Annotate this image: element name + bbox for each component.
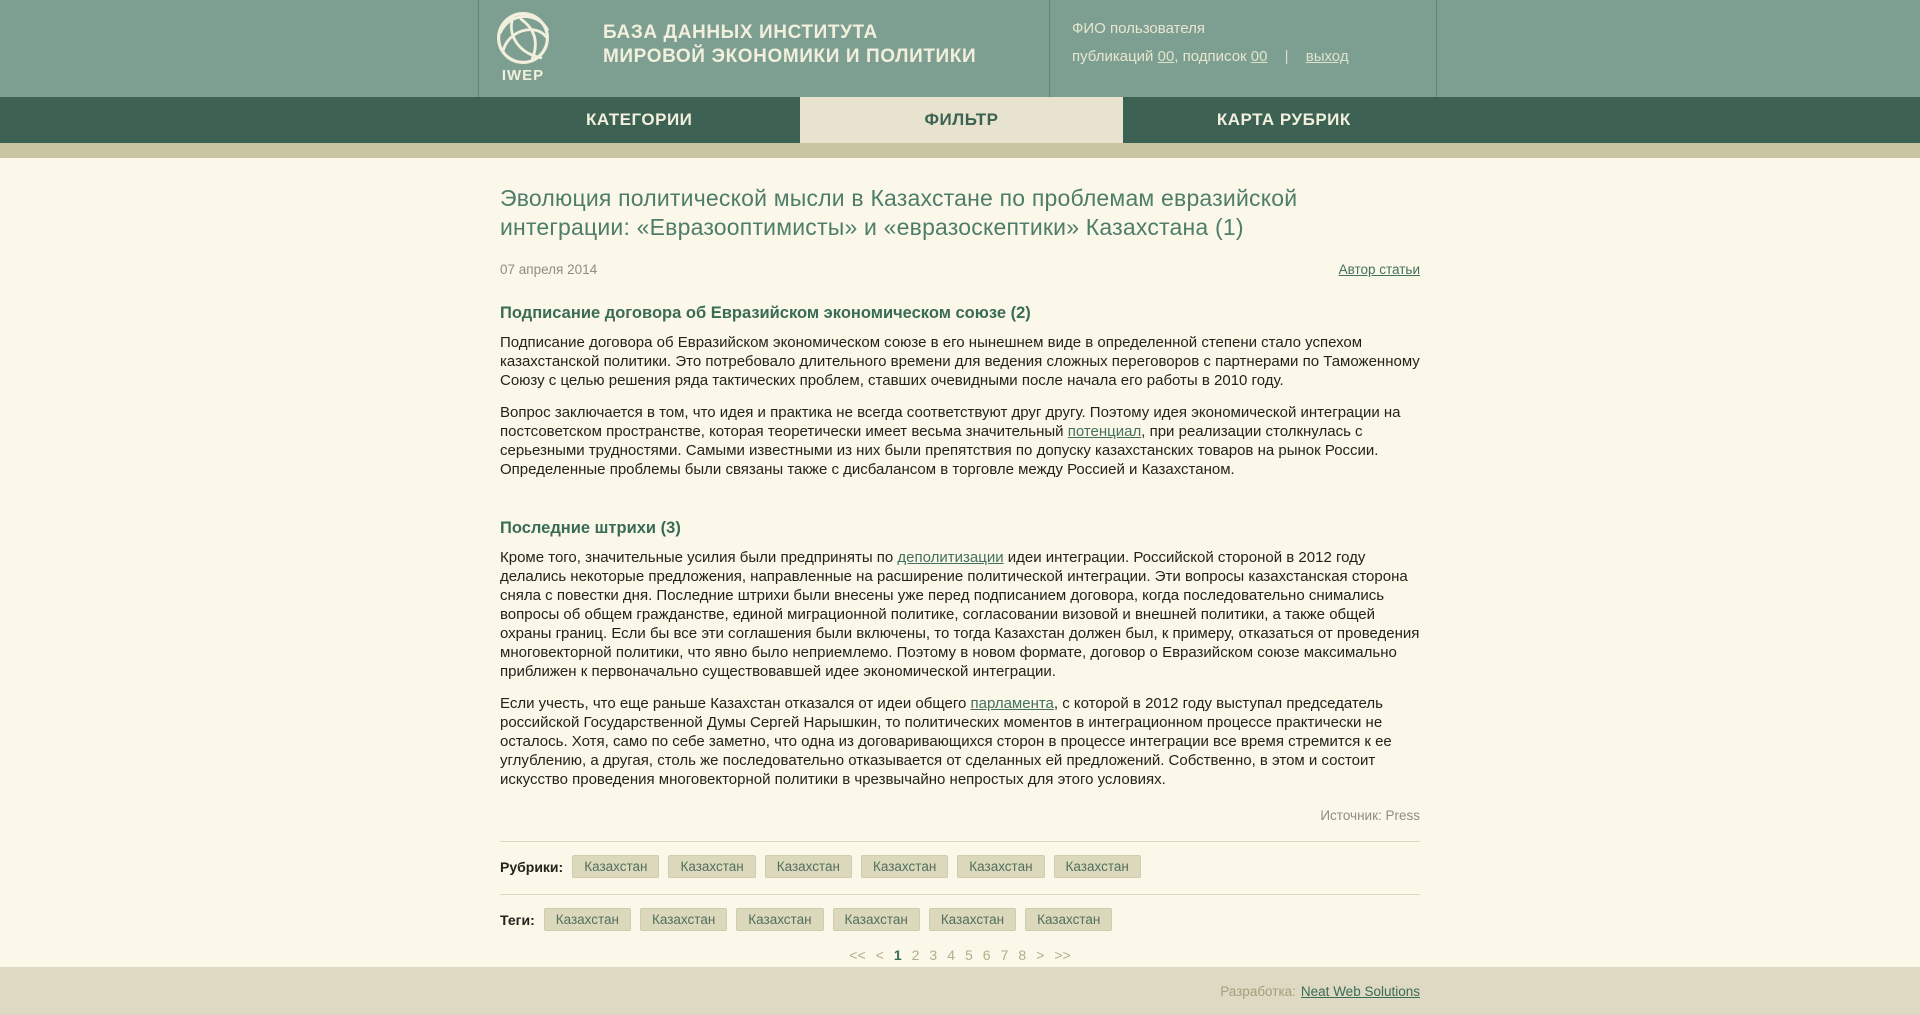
divider: [500, 894, 1420, 895]
header: [0, 0, 1920, 97]
pagination-page-5[interactable]: 5: [965, 947, 973, 963]
tag[interactable]: Казахстан: [544, 908, 631, 931]
paragraph-4-text-before: Если учесть, что еще раньше Казахстан отказался от идеи общего: [500, 695, 971, 712]
paragraph-4: [500, 694, 1420, 789]
site-title-line2: МИРОВОЙ ЭКОНОМИКИ И ПОЛИТИКИ: [603, 46, 977, 67]
developer-label: Разработка:: [1220, 983, 1296, 999]
paragraph-2-text-before: Вопрос заключается в том, что идея и практика не всегда соответствуют друг другу. Поэтому идея экономической интеграции на постсоветском пространстве, которая теоретически имеет весьма значительный: [500, 404, 1401, 440]
rubric-tag[interactable]: Казахстан: [1054, 855, 1141, 878]
paragraph-3: [500, 548, 1420, 681]
divider-strip: [0, 143, 1920, 158]
publications-label: публикаций: [1072, 48, 1154, 65]
article-title: Эволюция политической мысли в Казахстане по проблемам евразийской интеграции: «Евразооптимисты» и «евразоскептики» Казахстана (1): [500, 185, 1298, 240]
logout-link[interactable]: выход: [1305, 48, 1349, 65]
nav-inner: [478, 97, 1445, 143]
rubric-tag[interactable]: Казахстан: [861, 855, 948, 878]
rubric-tag[interactable]: Казахстан: [765, 855, 852, 878]
article: [478, 158, 1445, 967]
rubrics-row: [500, 855, 1420, 878]
separator: |: [1284, 48, 1289, 65]
developer-link[interactable]: Neat Web Solutions: [1300, 983, 1420, 999]
paragraph-3-text-before: Кроме того, значительные усилия были предприняты по: [500, 549, 898, 566]
site-title-line1: БАЗА ДАННЫХ ИНСТИТУТА: [603, 22, 878, 43]
logo-text: IWEP: [501, 67, 545, 84]
inline-link-parliament[interactable]: парламента: [970, 695, 1054, 712]
tag[interactable]: Казахстан: [833, 908, 920, 931]
tags-label: Теги:: [500, 911, 535, 928]
iwep-globe-icon: [493, 8, 553, 68]
pagination-page-2[interactable]: 2: [911, 947, 920, 963]
pagination-page-3[interactable]: 3: [929, 947, 938, 963]
logo[interactable]: [479, 0, 567, 97]
header-inner: [478, 0, 1437, 97]
site-title: [603, 0, 1049, 97]
pagination-page-1[interactable]: 1: [893, 947, 902, 963]
paragraph-1-text: Подписание договора об Евразийском экономическом союзе в его нынешнем виде в определенной степени стало успехом казахстанской политики. Это потребовало длительного времени для ведения сложных переговоров с партнерами по Таможенному Союзу с целью решения ряда тактических проблем, ставших очевидными после начала его работы в 2010 году.: [500, 334, 1420, 389]
pagination-page-6[interactable]: 6: [982, 947, 991, 963]
subscriptions-label: , подписок: [1174, 48, 1247, 65]
author-link[interactable]: Автор статьи: [1338, 262, 1420, 277]
paragraph-1: [500, 333, 1420, 390]
rubric-tag[interactable]: Казахстан: [668, 855, 755, 878]
inline-link-potential[interactable]: потенциал: [1067, 423, 1142, 440]
pagination-prev[interactable]: <: [875, 947, 884, 963]
inline-link-depoliticization[interactable]: деполитизации: [897, 549, 1004, 566]
pagination-first[interactable]: <<: [849, 947, 866, 963]
main-content: [0, 158, 1920, 967]
paragraph-2: [500, 403, 1420, 479]
pagination-page-4[interactable]: 4: [947, 947, 955, 963]
rubric-tag[interactable]: Казахстан: [572, 855, 659, 878]
rubrics-label: Рубрики:: [500, 858, 564, 875]
pagination-next[interactable]: >: [1036, 947, 1045, 963]
user-name: ФИО пользователя: [1072, 20, 1206, 37]
tab-filter[interactable]: ФИЛЬТР: [800, 97, 1122, 143]
paragraph-3-text-after: идеи интеграции. Российской стороной в 2012 году делались некоторые предложения, направленные на расширение политической интеграции. Эти вопросы казахстанская сторона сняла с повестки дня. Последние штрихи были внесены уже перед подписанием договора, когда последовательно снимались вопросы об общем гражданстве, единой миграционной политике, согласовании визовой и внешней политики, а также общей охраны границ. Если бы все эти соглашения были включены, то тогда Казахстан должен был, к примеру, отказаться от проведения многовекторной политики, что явно было неприемлемо. Поэтому в новом формате, договор о Евразийском союзе максимально приближен к первоначально существовавшей идее экономической интеграции.: [500, 549, 1420, 680]
pagination: [500, 947, 1420, 963]
main-nav: [0, 97, 1920, 143]
footer: [0, 967, 1920, 1015]
paragraph-4-text-after: , с которой в 2012 году выступал председатель российской Государственной Думы Сергей Нарышкин, то политических моментов в интеграционном процессе практически не осталось. Хотя, само по себе заметно, что одна из договаривающихся сторон в процессе интеграции все время стремится к ее углублению, а другая, столь же последовательно отказывается от сделанных ей предложений. Собственно, в этом и состоит искусство проведения многовекторной политики в чрезвычайно непростых для этого условиях.: [500, 695, 1392, 788]
tags-row: [500, 908, 1420, 931]
article-date: 07 апреля 2014: [500, 262, 598, 277]
tag[interactable]: Казахстан: [736, 908, 823, 931]
tag[interactable]: Казахстан: [929, 908, 1016, 931]
source-label: Источник: Press: [1320, 808, 1420, 823]
tag[interactable]: Казахстан: [640, 908, 727, 931]
pagination-last[interactable]: >>: [1054, 947, 1071, 963]
tab-categories[interactable]: КАТЕГОРИИ: [585, 110, 693, 129]
pagination-page-8[interactable]: 8: [1018, 947, 1027, 963]
pagination-page-7[interactable]: 7: [1000, 947, 1009, 963]
user-stats: [1072, 48, 1436, 65]
rubric-tag[interactable]: Казахстан: [957, 855, 1044, 878]
divider: [500, 841, 1420, 842]
section-heading-1: Подписание договора об Евразийском экономическом союзе (2): [500, 304, 1031, 322]
tag[interactable]: Казахстан: [1025, 908, 1112, 931]
subscriptions-count-link[interactable]: 00: [1250, 48, 1268, 65]
section-heading-2: Последние штрихи (3): [500, 519, 681, 537]
paragraph-2-text-after: , при реализации столкнулась с серьезными трудностями. Самыми известными из них были препятствия по допуску казахстанских товаров на рынок России. Определенные проблемы были связаны также с дисбалансом в торговле между Россией и Казахстаном.: [500, 423, 1379, 478]
publications-count-link[interactable]: 00: [1157, 48, 1175, 65]
user-panel: [1049, 0, 1436, 97]
article-meta: [500, 262, 1420, 277]
tab-rubric-map[interactable]: КАРТА РУБРИК: [1216, 110, 1351, 129]
